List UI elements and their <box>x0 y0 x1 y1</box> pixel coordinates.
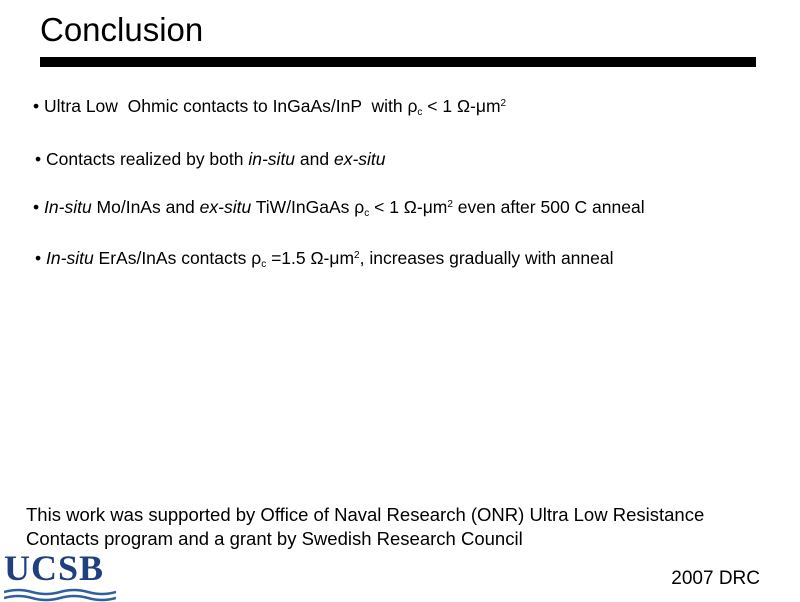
title-divider <box>40 57 756 67</box>
acknowledgment-text: This work was supported by Office of Naval Research (ONR) Ultra Low Resistance Contacts program and a grant by Swedish Research Council <box>26 504 705 549</box>
bullet-3: • In-situ Mo/InAs and ex-situ TiW/InGaAs $\rho_c < 1$ $\Omega-\mu m^2$ even after 500 C anneal <box>33 197 645 219</box>
bullet-2: • Contacts realized by both in-situ and ex-situ <box>35 149 386 169</box>
footer-conference: 2007 DRC <box>671 568 760 589</box>
ucsb-logo <box>4 548 116 600</box>
slide-title: Conclusion <box>40 11 204 48</box>
bullet-marker: • <box>33 96 40 116</box>
bullet-marker: • <box>35 248 42 268</box>
logo-wordmark: UCSB <box>4 548 105 588</box>
bullet-marker: • <box>33 197 40 217</box>
bullet-4: • In-situ ErAs/InAs contacts $\rho_c =1.5$ $\Omega-\mu m^2$, increases gradually with anneal <box>35 248 614 270</box>
bullet-1: • Ultra Low Ohmic contacts to InGaAs/InP with $\rho_c < 1$ $\Omega-\mu m^2$ <box>33 96 507 118</box>
bullet-marker: • <box>35 149 42 169</box>
